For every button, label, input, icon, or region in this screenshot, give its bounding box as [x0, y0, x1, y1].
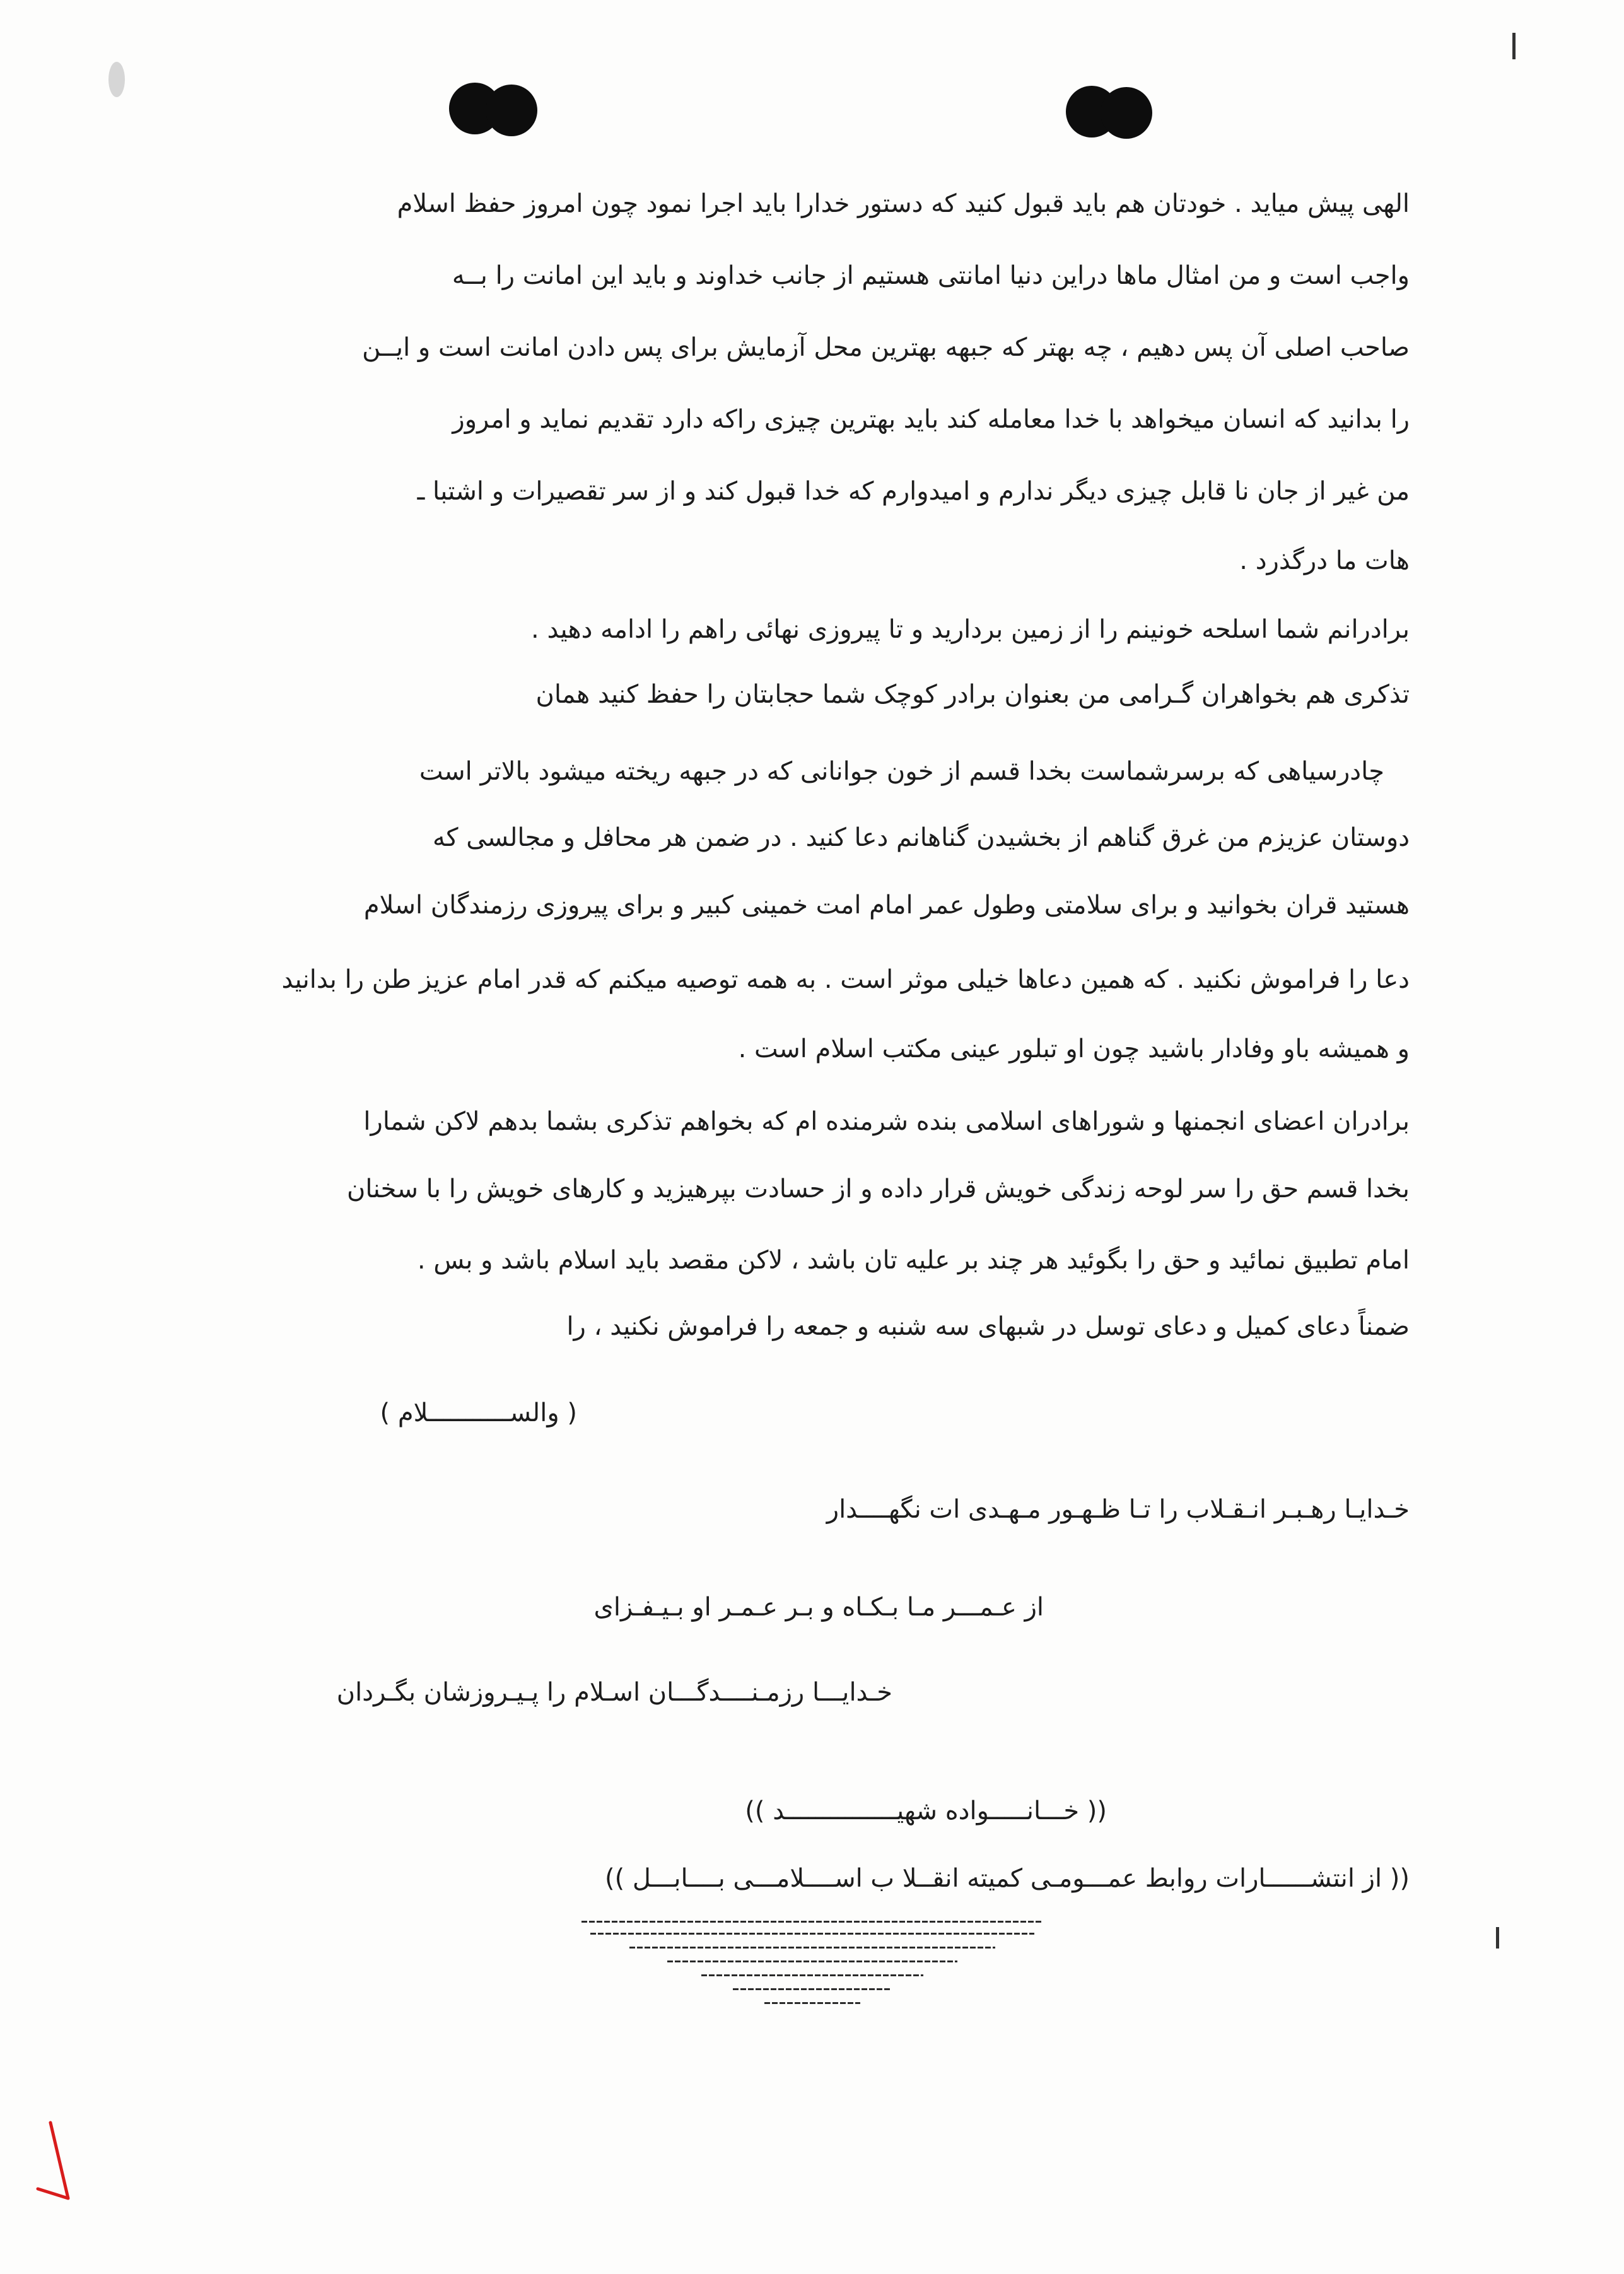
letter-line-1: الهی پیش میاید . خودتان هم باید قبول کنید که دستور خدارا باید اجرا نمود چون امروز حفظ اسلام: [397, 189, 1410, 218]
letter-line-10: دوستان عزیزم من غرق گناهم از بخشیدن گناهانم دعا کنید . در ضمن هر محافل و مجالسی که: [433, 823, 1410, 852]
letter-line-17: ضمناً دعای کمیل و دعای توسل در شبهای سه شنبه و جمعه را فراموش نکنید ، را: [566, 1312, 1410, 1341]
letter-line-5: من غیر از جان نا قابل چیزی دیگر ندارم و امیدوارم که خدا قبول کند و از سر تقصیرات و اشتبا ـ: [417, 477, 1410, 506]
divider-line-5: [701, 1974, 923, 1976]
letter-line-15: بخدا قسم حق را سر لوحه زندگی خویش قرار داده و از حسادت بپرهیزید و کارهای خویش را با سخنان: [347, 1175, 1410, 1204]
punch-hole-right-b: [1101, 87, 1152, 139]
letter-line-16: امام تطبیق نمائید و حق را بگوئید هر چند بر علیه تان باشد ، لاکن مقصد باید اسلام باشد و بس .: [417, 1246, 1410, 1275]
letter-line-13: و همیشه باو وفادار باشید چون او تبلور عینی مکتب اسلام است .: [738, 1034, 1410, 1064]
divider-line-4: [667, 1960, 957, 1962]
letter-line-6: هات ما درگذرد .: [1239, 546, 1410, 575]
red-handwritten-mark: [25, 2110, 82, 2211]
divider-line-7: [764, 2002, 860, 2004]
letter-line-4: را بدانید که انسان میخواهد با خدا معامله کند باید بهترین چیزی راکه دارد تقدیم نماید و امروز: [452, 405, 1410, 434]
divider-line-1: [581, 1921, 1043, 1923]
letter-line-2: واجب است و من امثال ماها دراین دنیا امانتی هستیم از جانب خداوند و باید این امانت را بــه: [452, 261, 1410, 290]
letter-line-3: صاحب اصلی آن پس دهیم ، چه بهتر که جبهه بهترین محل آزمایش برای پس دادن امانت است و ایــن: [362, 333, 1410, 362]
scan-edge-mark-bottom: [1496, 1927, 1499, 1949]
punch-hole-left-b: [486, 85, 537, 136]
letter-line-8: تذکری هم بخواهران گـرامی من بعنوان برادر کوچک شما حجابتان را حفظ کنید همان: [535, 680, 1410, 709]
letter-line-7: برادرانم شما اسلحه خونینم را از زمین بردارید و تا پیروزی نهائی راهم را ادامه دهید .: [531, 615, 1410, 644]
letter-line-14: برادران اعضای انجمنها و شوراهای اسلامی بنده شرمنده ام که بخواهم تذکری بشما بدهم لاکن شمارا: [363, 1107, 1410, 1136]
letter-line-12: دعا را فراموش نکنید . که همین دعاها خیلی موثر است . به همه توصیه میکنم که قدر امام عزیز طن را بدانید: [281, 965, 1410, 994]
prayer-line-3: خـدایـــا رزمـنــــدگـــان اسـلام را پـیـروزشان بگـردان: [336, 1678, 892, 1707]
scan-edge-mark-top: [1512, 33, 1516, 59]
publisher-line: (( از انتشــــــارات روابط عمـــومـی کمیته انقــلا ب اســــلامـــی بــــابـــل )): [605, 1864, 1410, 1893]
letter-line-11: هستید قران بخوانید و برای سلامتی وطول عمر امام امت خمینی کبیر و برای پیروزی رزمندگان اسلام: [363, 891, 1410, 920]
letter-line-9: چادرسیاهی که برسرشماست بخدا قسم از خون جوانانی که در جبهه ریخته میشود بالاتر است: [419, 757, 1384, 786]
closing-salutation: ( والســـــــــــلام ): [380, 1398, 577, 1427]
divider-line-2: [590, 1933, 1034, 1935]
signature: (( خـــانـــــواده شهیـــــــــــــــد )): [745, 1796, 1107, 1826]
prayer-line-2: از عـمـــر مـا بـکـاه و بـر عـمـر او بـیـفـزای: [593, 1593, 1044, 1622]
divider-line-3: [629, 1947, 995, 1949]
divider-line-6: [733, 1988, 892, 1990]
prayer-line-1: خـدایـا رهـبـر انـقـلاب را تـا ظـهـور مـهـدی ات نگهــــدار: [826, 1495, 1410, 1524]
scan-smudge: [108, 62, 125, 97]
